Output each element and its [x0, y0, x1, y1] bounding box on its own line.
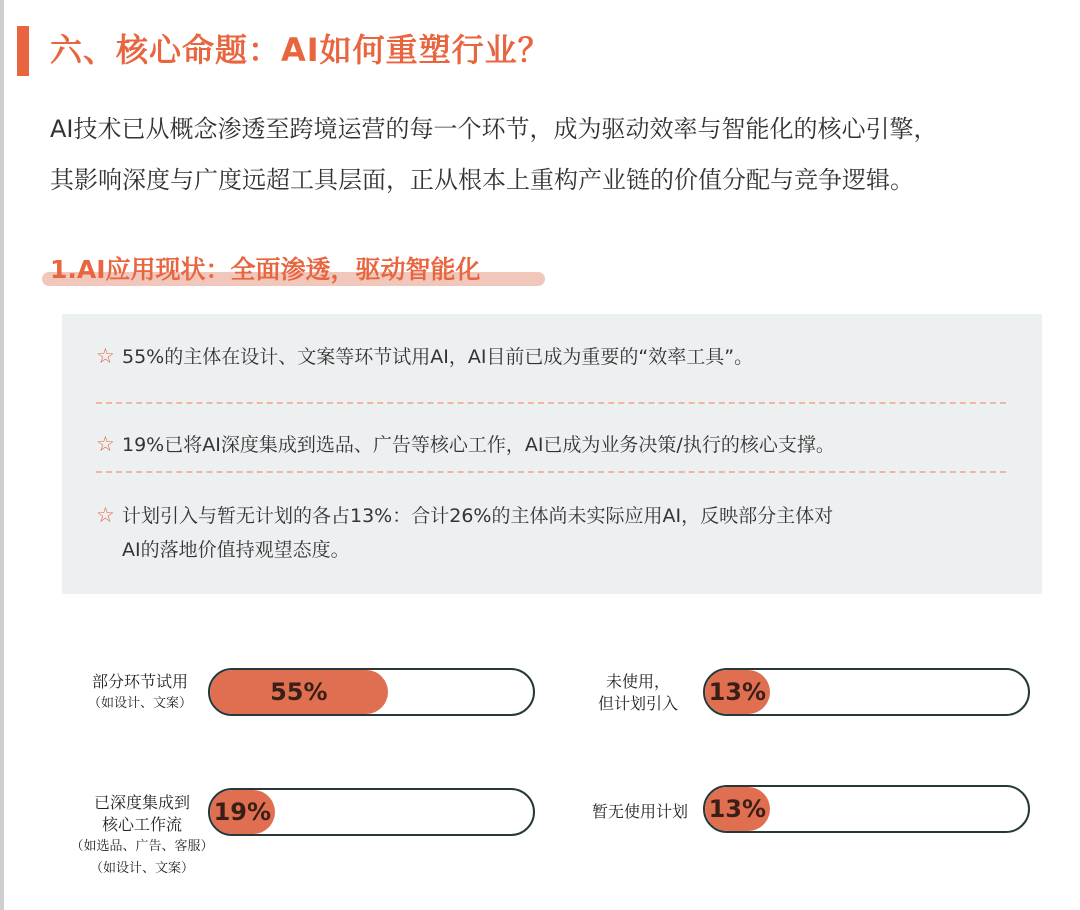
dashed-divider [96, 471, 1006, 473]
progress-value: 19% [213, 798, 272, 826]
progress-fill [210, 670, 388, 714]
finding-text: 计划引入与暂无计划的各占13%：合计26%的主体尚未实际应用AI，反映部分主体对 [122, 505, 834, 527]
bar-label-text: 部分环节试用 [91, 672, 188, 691]
section-title: 六、核心命题：AI如何重塑行业？ [50, 31, 551, 69]
intro-line: AI技术已从概念渗透至跨境运营的每一个环节，成为驱动效率与智能化的核心引擎， [50, 115, 938, 143]
progress-fill [705, 787, 770, 831]
bar-label-no-plan [575, 801, 705, 823]
progress-track [208, 668, 535, 716]
bar-label-text: 核心工作流 [101, 815, 182, 834]
dashed-divider [96, 402, 1006, 404]
bar-label-text: 但计划引入 [597, 694, 678, 713]
findings-box [62, 314, 1042, 594]
progress-track [703, 668, 1030, 716]
finding-item [96, 427, 835, 462]
bar-label-partial-trial [70, 671, 210, 715]
bar-label-text: 暂无使用计划 [591, 802, 688, 821]
bar-label-note: （如设计、文案） [89, 861, 194, 876]
finding-text: 19%已将AI深度集成到选品、广告等核心工作，AI已成为业务决策/执行的核心支撑。 [122, 434, 835, 456]
progress-track [208, 788, 535, 836]
bar-label-note: （如设计、文案） [87, 696, 192, 711]
subheading: 1.AI应用现状：全面渗透，驱动智能化 [50, 255, 481, 284]
bar-label-planned [578, 671, 698, 715]
bar-label-deep-integration [62, 792, 222, 880]
progress-fill [210, 790, 275, 834]
progress-value: 13% [708, 678, 767, 706]
bar-label-text: 未使用， [605, 672, 670, 691]
progress-value: 13% [708, 795, 767, 823]
bar-label-note: （如选品、广告、客服） [70, 839, 214, 854]
finding-text-continued: AI的落地价值持观望态度。 [122, 539, 350, 561]
intro-paragraph [50, 104, 1080, 206]
progress-track [703, 785, 1030, 833]
intro-line: 其影响深度与广度远超工具层面，正从根本上重构产业链的价值分配与竞争逻辑。 [50, 166, 914, 194]
finding-text: 55%的主体在设计、文案等环节试用AI，AI目前已成为重要的“效率工具”。 [122, 346, 754, 368]
bar-label-text: 已深度集成到 [93, 793, 190, 812]
finding-item [96, 498, 833, 567]
star-outline-icon: ☆ [96, 432, 115, 456]
left-border [0, 0, 4, 910]
finding-item [96, 339, 753, 374]
progress-value: 55% [270, 678, 328, 706]
progress-fill [705, 670, 770, 714]
star-outline-icon: ☆ [96, 503, 115, 527]
title-accent-bar [17, 26, 29, 76]
star-outline-icon: ☆ [96, 344, 115, 368]
